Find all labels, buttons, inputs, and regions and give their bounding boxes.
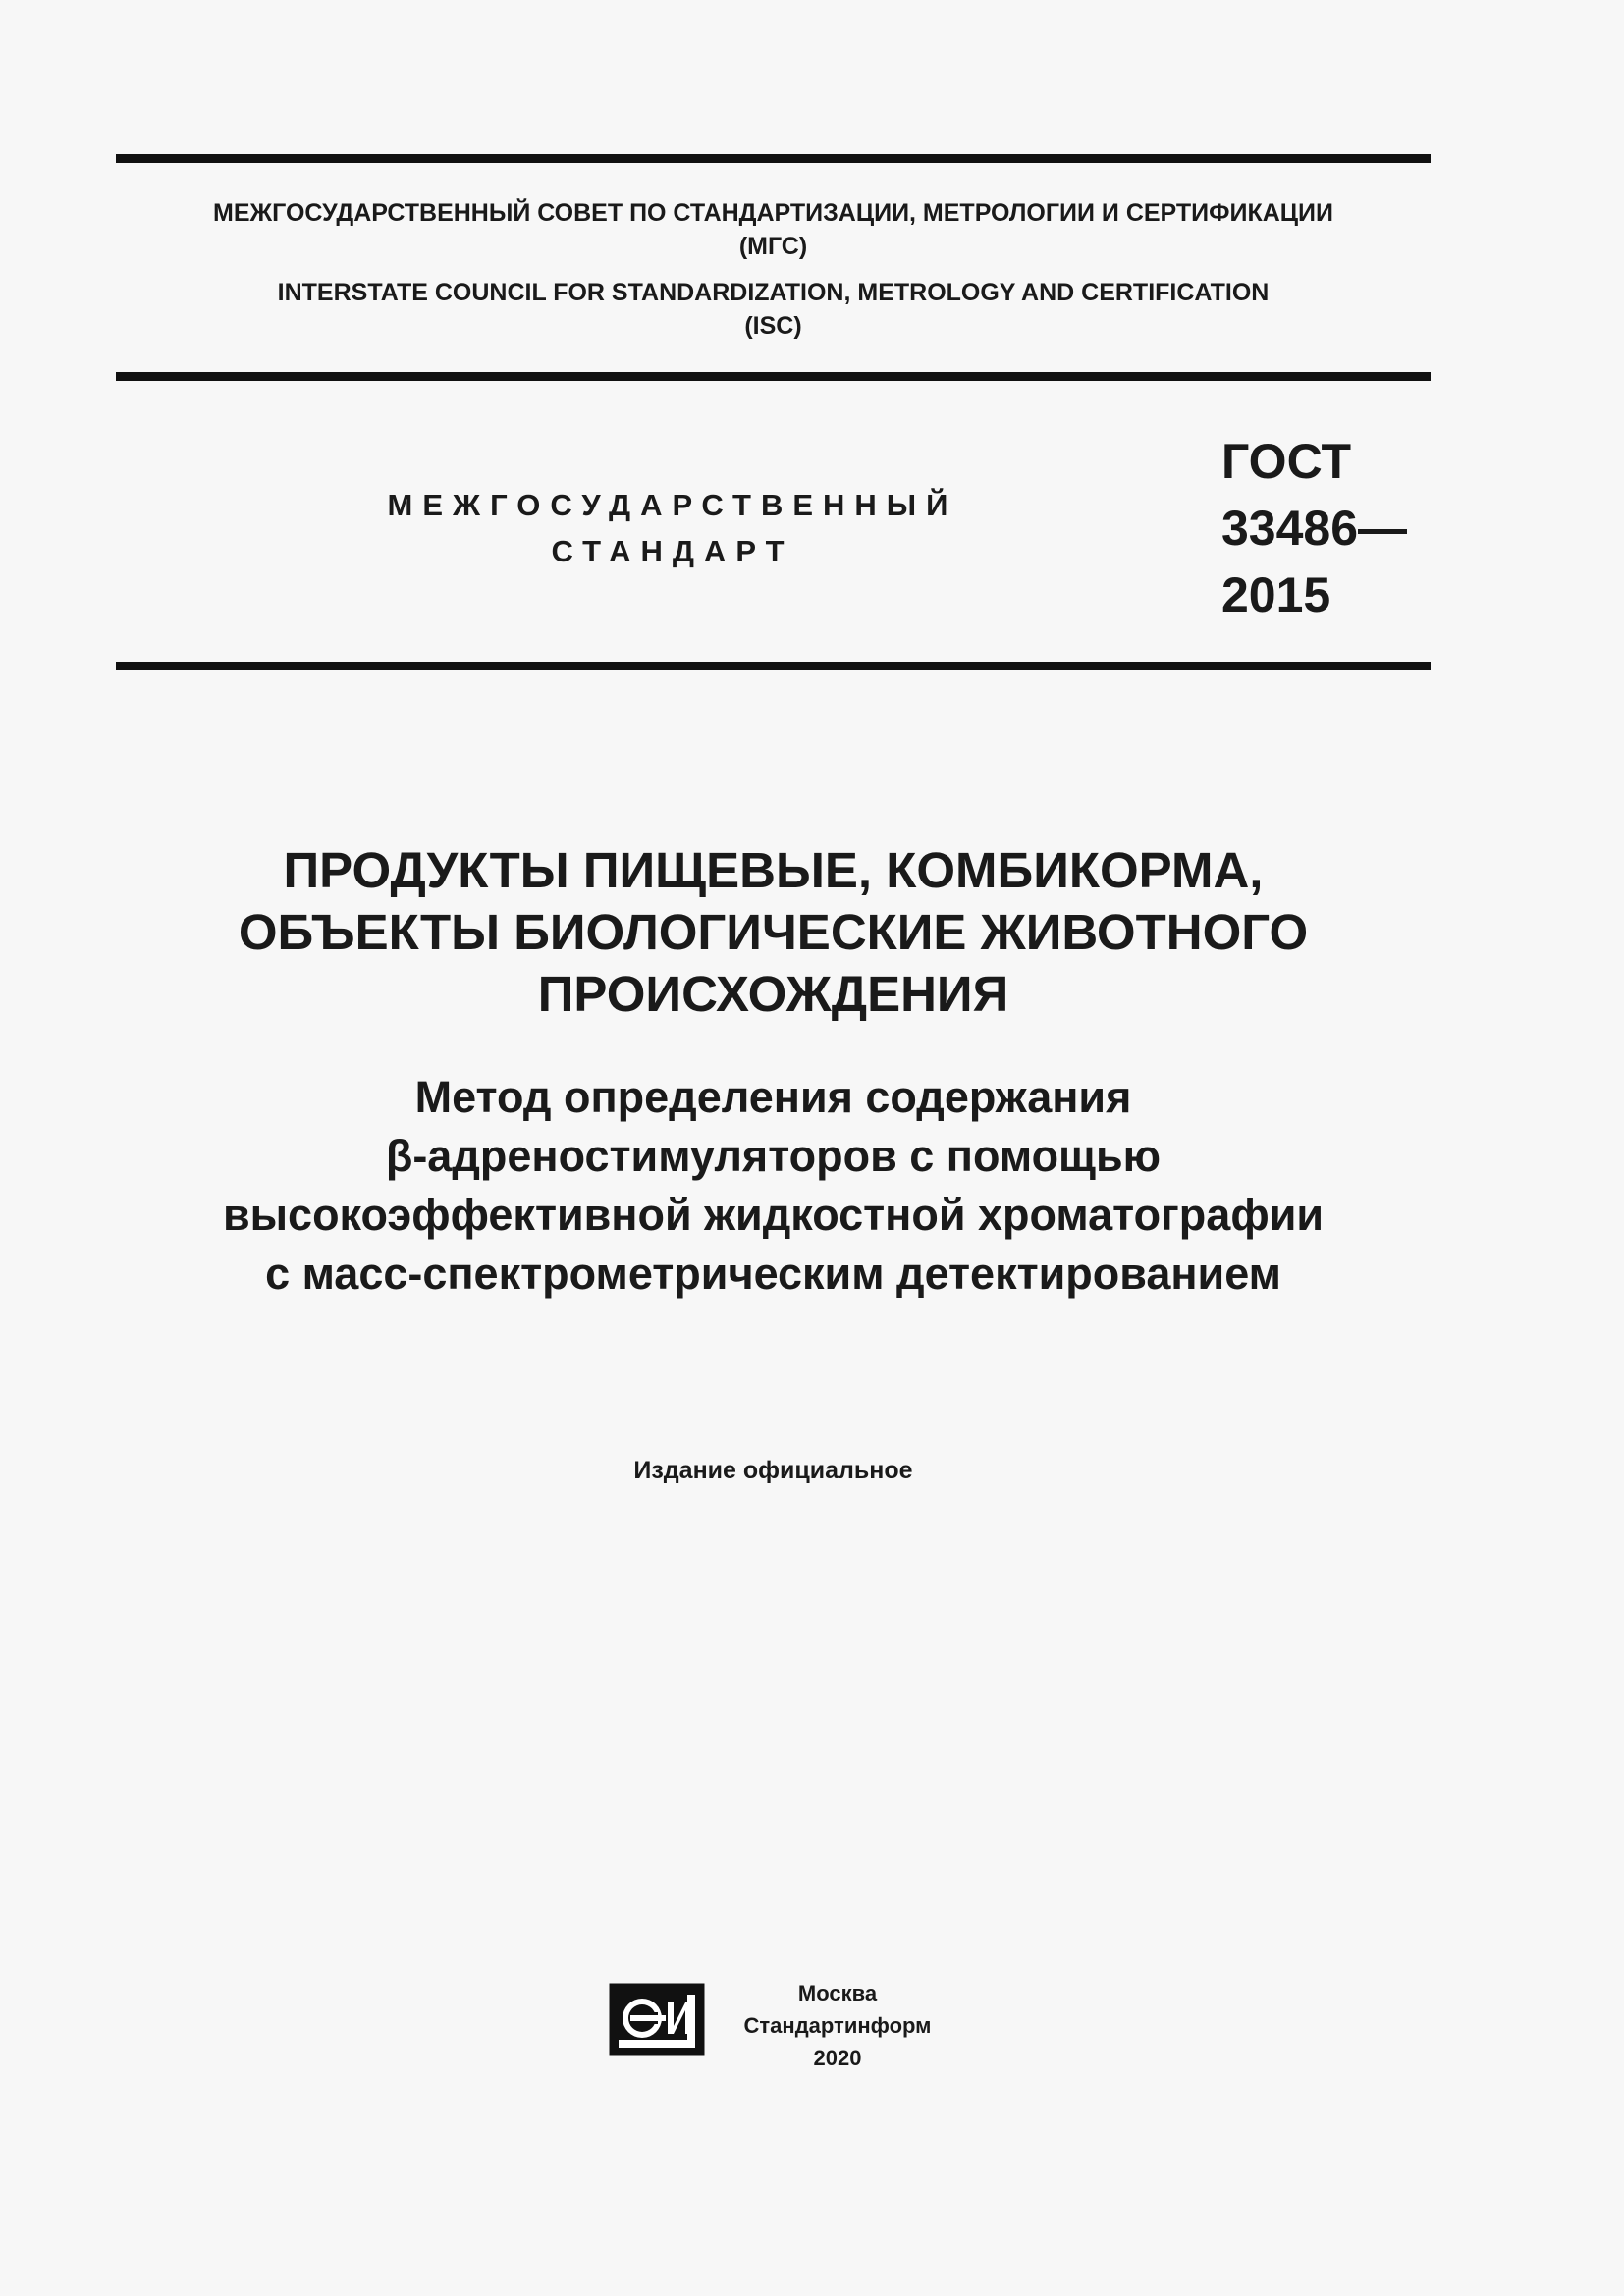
document-subtitle — [116, 1068, 1431, 1304]
subtitle-line: с масс-спектрометрическим детектированием — [265, 1249, 1281, 1299]
council-en — [116, 276, 1431, 343]
document-title — [116, 839, 1431, 1025]
gost-label: ГОСТ — [1221, 434, 1351, 489]
publisher-name: Стандартинформ — [743, 2013, 932, 2038]
gost-number: 33486— — [1221, 501, 1408, 556]
council-ru — [116, 196, 1431, 263]
publisher-year: 2020 — [813, 2046, 862, 2070]
header-bottom-rule — [116, 662, 1431, 670]
standard-kind-line1: МЕЖГОСУДАРСТВЕННЫЙ — [387, 488, 958, 522]
title-line: ПРОИСХОЖДЕНИЯ — [537, 966, 1009, 1022]
subtitle-line: β-адреностимуляторов с помощью — [385, 1131, 1162, 1181]
publisher-city: Москва — [797, 1981, 878, 2005]
title-line: ОБЪЕКТЫ БИОЛОГИЧЕСКИЕ ЖИВОТНОГО — [238, 904, 1309, 960]
council-ru-name: МЕЖГОСУДАРСТВЕННЫЙ СОВЕТ ПО СТАНДАРТИЗАЦИИ, МЕТРОЛОГИИ И СЕРТИФИКАЦИИ — [213, 199, 1333, 227]
council-ru-abbr: (МГС) — [738, 233, 808, 260]
top-rule — [116, 154, 1431, 163]
gost-designation — [1221, 428, 1407, 628]
subtitle-line: Метод определения содержания — [414, 1072, 1132, 1122]
council-en-name: INTERSTATE COUNCIL FOR STANDARDIZATION, METROLOGY AND CERTIFICATION — [277, 279, 1270, 306]
council-en-abbr: (ISC) — [744, 312, 802, 340]
standartinform-logo-icon — [609, 1983, 705, 2056]
middle-rule — [116, 372, 1431, 381]
subtitle-line: высокоэффективной жидкостной хроматографии — [222, 1190, 1325, 1240]
gost-year: 2015 — [1221, 567, 1331, 622]
publisher-block — [715, 1977, 960, 2074]
edition-label: Издание официальное — [633, 1457, 913, 1484]
standard-kind-line2: СТАНДАРТ — [551, 534, 794, 568]
standard-kind — [324, 482, 1021, 574]
title-line: ПРОДУКТЫ ПИЩЕВЫЕ, КОМБИКОРМА, — [283, 842, 1264, 898]
